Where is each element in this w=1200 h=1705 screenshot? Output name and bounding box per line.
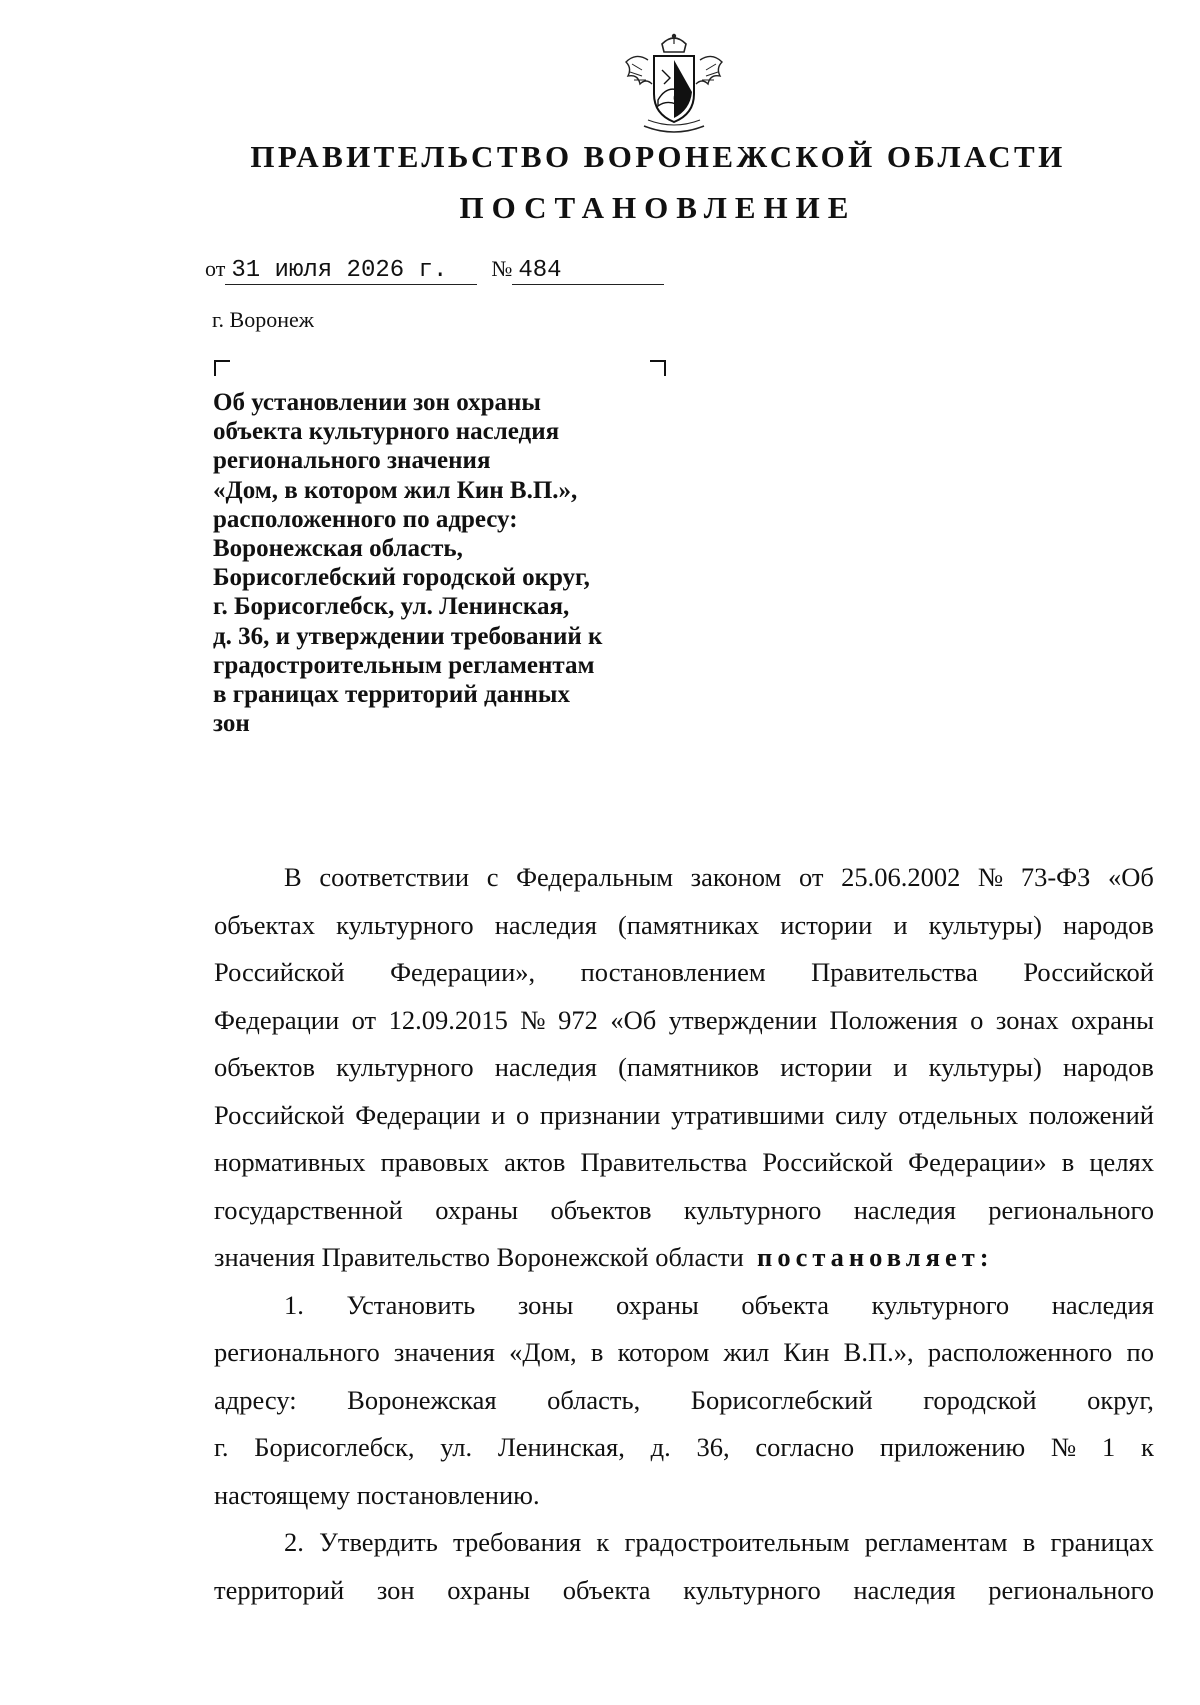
body-word: зоны <box>517 1289 574 1320</box>
resolves-word: постановляет: <box>757 1242 994 1272</box>
body-word: Борисоглебский <box>690 1384 873 1415</box>
body-word: и <box>893 909 908 940</box>
subject-line: регионального значения <box>213 447 491 475</box>
body-word: народов <box>1063 1052 1154 1082</box>
subject-corner-mark-right <box>650 360 666 376</box>
body-line <box>214 1282 1154 1330</box>
body-word: Правительства <box>580 1147 748 1177</box>
body-word: и <box>893 1052 908 1082</box>
body-word: к <box>596 1527 610 1557</box>
body-word: истории <box>780 909 873 940</box>
body-line <box>214 1377 1154 1425</box>
body-word: требования <box>453 1527 582 1557</box>
body-word: объектов <box>550 1194 652 1225</box>
body-word: приложению <box>879 1432 1026 1462</box>
from-label: от <box>205 256 226 281</box>
body-word: истории <box>780 1052 873 1082</box>
body-word: настоящему <box>214 1479 357 1510</box>
body-line <box>214 1044 1154 1092</box>
body-word: 25.06.2002 <box>841 862 961 892</box>
number-label: № <box>491 256 513 281</box>
body-line <box>214 1234 1154 1282</box>
body-word: Российской <box>1023 957 1154 987</box>
body-word: Российской <box>762 1147 894 1177</box>
body-line <box>214 1187 1154 1235</box>
subject-line: Борисоглебский городской округ, <box>213 564 590 592</box>
body-word: постановлению. <box>356 1479 540 1510</box>
body-line <box>214 997 1154 1045</box>
body-word: объекта <box>741 1289 830 1320</box>
body-word: Борисоглебск, <box>254 1432 415 1462</box>
body-word: Федеральным <box>516 862 673 892</box>
body-word: целях <box>1089 1147 1154 1177</box>
body-word: по <box>1126 1337 1154 1367</box>
body-word: расположенного <box>927 1337 1113 1367</box>
body-word: в <box>1061 1147 1075 1177</box>
body-word: о <box>970 1004 984 1035</box>
body-word: градостроительным <box>624 1527 850 1557</box>
body-word: территорий <box>214 1574 345 1605</box>
body-line <box>214 854 1154 902</box>
body-word: (памятниках <box>617 909 760 940</box>
subject-line: в границах территорий данных <box>213 681 570 709</box>
body-word: 2. <box>284 1527 304 1557</box>
government-title: ПРАВИТЕЛЬСТВО ВОРОНЕЖСКОЙ ОБЛАСТИ <box>250 139 1066 174</box>
body-word: округ, <box>1087 1384 1154 1415</box>
body-word: Федерации <box>355 1099 481 1130</box>
body-word: культуры) <box>928 1052 1042 1082</box>
body-word: объектов <box>214 1052 316 1082</box>
subject-line: г. Борисоглебск, ул. Ленинская, <box>213 593 570 621</box>
body-word: Утвердить <box>319 1527 438 1557</box>
body-word: 1. <box>284 1289 304 1320</box>
body-word: в <box>590 1337 604 1367</box>
body-line <box>214 902 1154 950</box>
subject-line: Об установлении зон охраны <box>213 389 541 416</box>
body-word: область, <box>547 1384 641 1415</box>
body-word: В.П.», <box>843 1337 914 1367</box>
body-word: 73-ФЗ <box>1020 862 1091 892</box>
body-line <box>214 1329 1154 1377</box>
body-word: актов <box>504 1147 566 1177</box>
body-word: с <box>486 862 499 892</box>
body-word: утратившими <box>671 1099 825 1130</box>
body-word: котором <box>617 1337 710 1367</box>
issuing-city: г. Воронеж <box>212 307 314 332</box>
body-word: нормативных <box>214 1147 366 1177</box>
body-word: 12.09.2015 <box>388 1004 508 1035</box>
body-word: Положения <box>829 1004 958 1035</box>
body-word: наследия <box>1051 1289 1154 1320</box>
body-word: постановлением <box>580 957 766 987</box>
body-word: зонах <box>995 1004 1059 1035</box>
body-word: Кин <box>783 1337 830 1367</box>
body-word: наследия <box>494 909 597 940</box>
body-word: зон <box>376 1574 415 1605</box>
body-word: «Об <box>610 1004 657 1035</box>
body-word: 972 <box>558 1004 598 1035</box>
body-word: ул. <box>440 1432 473 1462</box>
body-word: согласно <box>755 1432 855 1462</box>
body-word: культурного <box>336 909 474 940</box>
body-word: положений <box>1028 1099 1154 1130</box>
decree-subject <box>213 388 683 738</box>
subject-line: «Дом, в котором жил Кин В.П.», <box>213 476 578 504</box>
decree-number: 484 <box>512 258 664 285</box>
subject-line: д. 36, и утверждении требований к <box>213 622 603 650</box>
body-word: отдельных <box>898 1099 1019 1130</box>
body-word: культуры) <box>928 909 1042 940</box>
body-word: д. <box>650 1432 671 1462</box>
document-type-title: ПОСТАНОВЛЕНИЕ <box>459 190 857 225</box>
body-word: в <box>1022 1527 1036 1557</box>
body-word: охраны <box>447 1574 531 1605</box>
subject-line: зон <box>213 710 250 738</box>
body-word: Воронежская <box>347 1384 497 1415</box>
body-line <box>214 1567 1154 1615</box>
body-word: «Дом, <box>509 1337 577 1367</box>
body-word: государственной <box>214 1194 403 1225</box>
body-word: Российской <box>214 957 345 987</box>
body-word: Федерации» <box>908 1147 1047 1177</box>
body-word: городской <box>923 1384 1037 1415</box>
body-word: к <box>1141 1432 1154 1462</box>
body-word: признании <box>539 1099 661 1130</box>
body-word: В <box>284 862 302 892</box>
body-line <box>214 1472 1154 1520</box>
date-number-line <box>205 256 664 285</box>
body-word: культурного <box>871 1289 1010 1320</box>
body-word: наследия <box>853 1574 956 1605</box>
body-line <box>214 1519 1154 1567</box>
body-word: объектах <box>214 909 315 940</box>
body-word: значения <box>393 1337 495 1367</box>
body-word: 36, <box>696 1432 730 1462</box>
body-word: утверждении <box>668 1004 818 1035</box>
body-word: № <box>977 862 1004 892</box>
body-word: охраны <box>615 1289 699 1320</box>
body-word: и <box>491 1099 506 1130</box>
body-word: Установить <box>346 1289 476 1320</box>
body-word: регионального <box>988 1194 1154 1225</box>
body-word: границах <box>1050 1527 1154 1557</box>
subject-line: градостроительным регламентам <box>213 651 595 679</box>
body-word: жил <box>723 1337 770 1367</box>
body-word: народов <box>1063 909 1154 940</box>
body-word: Российской <box>214 1099 345 1130</box>
body-word: культурного <box>683 1574 821 1605</box>
body-word: № <box>520 1004 546 1035</box>
body-word: правовых <box>380 1147 489 1177</box>
body-word: адресу: <box>214 1384 297 1415</box>
body-word: культурного <box>336 1052 474 1082</box>
body-word: охраны <box>435 1194 519 1225</box>
body-word: 1 <box>1102 1432 1116 1462</box>
body-word: регионального <box>214 1337 380 1367</box>
subject-line: расположенного по адресу: <box>213 505 518 533</box>
body-word: (памятников <box>618 1052 760 1082</box>
body-word: Федерации <box>214 1004 340 1035</box>
body-word: регионального <box>988 1574 1154 1605</box>
body-word: Ленинская, <box>497 1432 625 1462</box>
decree-date: 31 июля 2026 г. <box>225 258 477 285</box>
subject-line: Воронежская область, <box>213 535 463 563</box>
body-word: объекта <box>562 1574 651 1605</box>
body-word: от <box>351 1004 377 1035</box>
body-word: культурного <box>683 1194 822 1225</box>
body-word: от <box>798 862 824 892</box>
body-word: соответствии <box>319 862 470 892</box>
subject-line: объекта культурного наследия <box>213 418 560 446</box>
coat-of-arms-icon <box>618 30 730 138</box>
body-word: о <box>515 1099 530 1130</box>
body-line <box>214 1092 1154 1140</box>
body-word: Федерации», <box>390 957 536 987</box>
body-line <box>214 1139 1154 1187</box>
body-word: наследия <box>853 1194 956 1225</box>
body-word: законом <box>690 862 782 892</box>
body-word: силу <box>835 1099 888 1130</box>
subject-corner-mark-left <box>214 360 230 376</box>
body-word: регламентам <box>864 1527 1008 1557</box>
body-word: наследия <box>494 1052 597 1082</box>
body-line <box>214 949 1154 997</box>
decree-body <box>214 854 1154 1614</box>
body-word: г. <box>214 1432 229 1462</box>
body-word: охраны <box>1071 1004 1154 1035</box>
body-word: «Об <box>1108 862 1154 892</box>
body-line-text: значения Правительство Воронежской области <box>214 1242 744 1272</box>
body-line <box>214 1424 1154 1472</box>
body-word: № <box>1050 1432 1077 1462</box>
body-word: Правительства <box>811 957 978 987</box>
